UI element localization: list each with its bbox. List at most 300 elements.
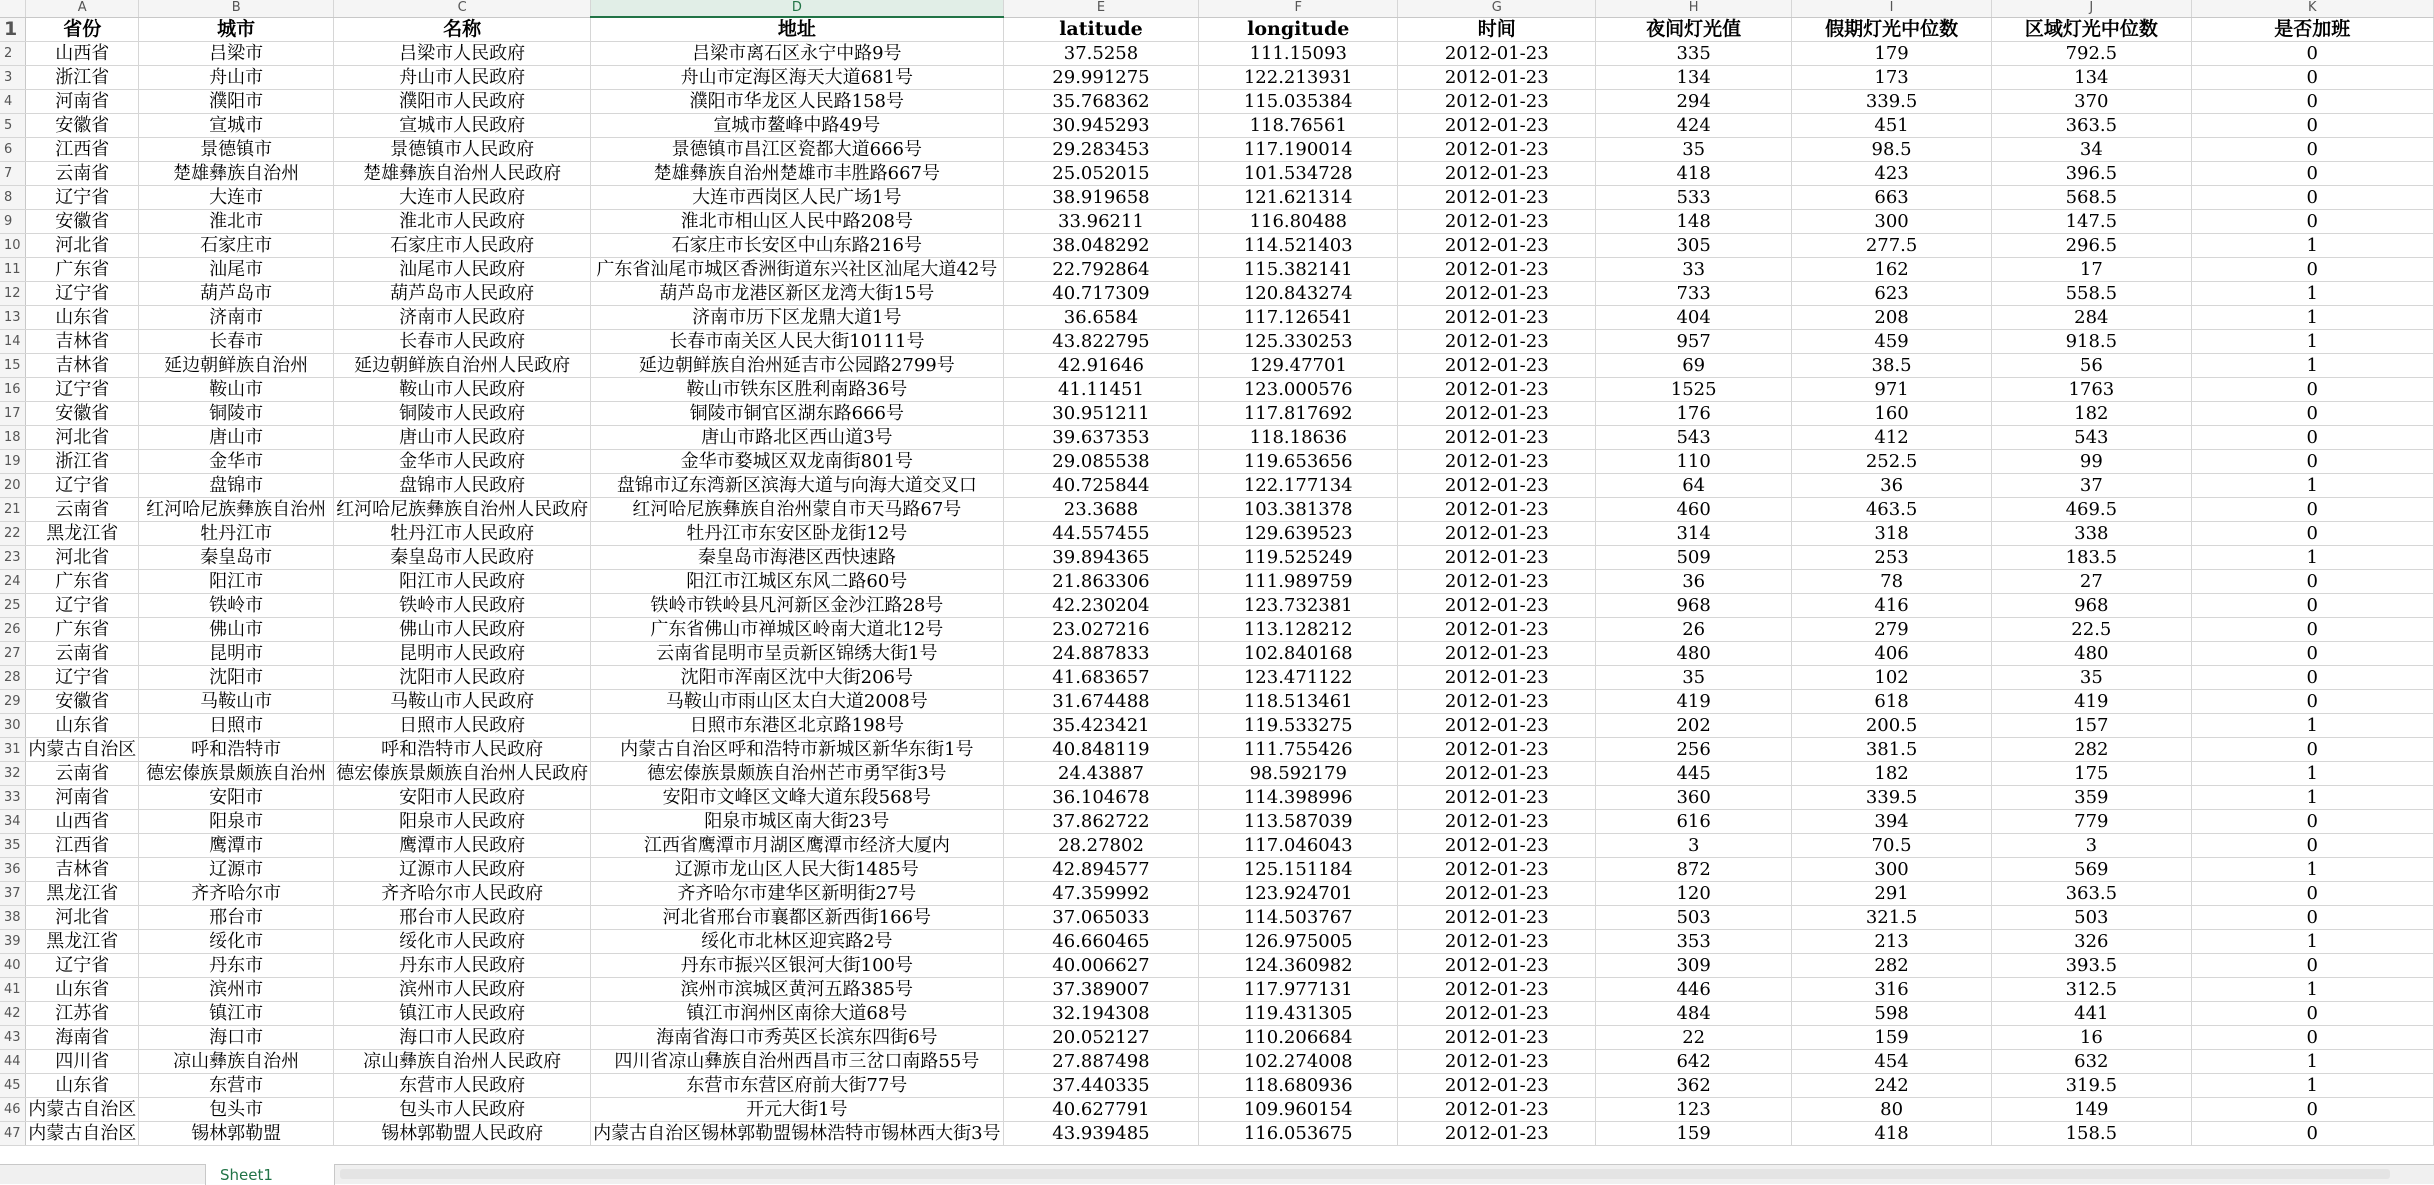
table-cell[interactable]: 120 [1596,882,1792,906]
table-cell[interactable]: 44.557455 [1003,522,1199,546]
row-number[interactable]: 11 [0,258,26,282]
table-cell[interactable]: 119.525249 [1199,546,1398,570]
table-cell[interactable]: 0 [2191,498,2434,522]
table-cell[interactable]: 2012-01-23 [1398,90,1596,114]
row-number[interactable]: 3 [0,66,26,90]
table-cell[interactable]: 楚雄彝族自治州楚雄市丰胜路667号 [591,162,1003,186]
table-cell[interactable]: 312.5 [1992,978,2191,1002]
table-cell[interactable]: 2012-01-23 [1398,66,1596,90]
horizontal-scrollbar[interactable] [340,1169,2390,1179]
table-cell[interactable]: 314 [1596,522,1792,546]
table-cell[interactable]: 丹东市 [139,954,334,978]
table-cell[interactable]: 0 [2191,954,2434,978]
table-cell[interactable]: 454 [1791,1050,1991,1074]
row-number[interactable]: 43 [0,1026,26,1050]
table-cell[interactable]: 0 [2191,1098,2434,1122]
table-cell[interactable]: 邢台市 [139,906,334,930]
table-cell[interactable]: 663 [1791,186,1991,210]
table-cell[interactable]: 31.674488 [1003,690,1199,714]
table-cell[interactable]: 37.862722 [1003,810,1199,834]
row-number[interactable]: 39 [0,930,26,954]
table-cell[interactable]: 968 [1992,594,2191,618]
table-cell[interactable]: 吕梁市离石区永宁中路9号 [591,42,1003,66]
table-cell[interactable]: 37 [1992,474,2191,498]
table-cell[interactable]: 321.5 [1791,906,1991,930]
table-cell[interactable]: 418 [1791,1122,1991,1146]
table-cell[interactable]: 533 [1596,186,1792,210]
row-number[interactable]: 16 [0,378,26,402]
table-cell[interactable]: 景德镇市人民政府 [334,138,591,162]
table-cell[interactable]: 279 [1791,618,1991,642]
table-cell[interactable]: 辽宁省 [26,378,139,402]
table-cell[interactable]: 123.732381 [1199,594,1398,618]
row-number[interactable]: 13 [0,306,26,330]
column-header-c[interactable]: C [334,0,591,17]
table-cell[interactable]: 252.5 [1791,450,1991,474]
table-cell[interactable]: 1 [2191,714,2434,738]
table-cell[interactable]: 0 [2191,402,2434,426]
row-number[interactable]: 47 [0,1122,26,1146]
table-cell[interactable]: 楚雄彝族自治州人民政府 [334,162,591,186]
table-cell[interactable]: 2012-01-23 [1398,474,1596,498]
row-number[interactable]: 5 [0,114,26,138]
table-cell[interactable]: 大连市西岗区人民广场1号 [591,186,1003,210]
table-cell[interactable]: 114.398996 [1199,786,1398,810]
table-cell[interactable]: 569 [1992,858,2191,882]
table-cell[interactable]: 安阳市文峰区文峰大道东段568号 [591,786,1003,810]
table-cell[interactable]: 42.230204 [1003,594,1199,618]
table-cell[interactable]: 齐齐哈尔市 [139,882,334,906]
table-cell[interactable]: 503 [1596,906,1792,930]
table-cell[interactable]: 119.533275 [1199,714,1398,738]
table-cell[interactable]: 37.065033 [1003,906,1199,930]
table-cell[interactable]: 山东省 [26,1074,139,1098]
table-cell[interactable]: 济南市 [139,306,334,330]
table-cell[interactable]: 305 [1596,234,1792,258]
table-cell[interactable]: 2012-01-23 [1398,210,1596,234]
table-cell[interactable]: 558.5 [1992,282,2191,306]
table-cell[interactable]: 35 [1596,666,1792,690]
table-cell[interactable]: 509 [1596,546,1792,570]
table-cell[interactable]: 623 [1791,282,1991,306]
table-cell[interactable]: 129.47701 [1199,354,1398,378]
table-cell[interactable]: 117.046043 [1199,834,1398,858]
table-cell[interactable]: 24.43887 [1003,762,1199,786]
table-cell[interactable]: 吉林省 [26,354,139,378]
table-cell[interactable]: 362 [1596,1074,1792,1098]
table-cell[interactable]: 安徽省 [26,210,139,234]
table-cell[interactable]: 海口市 [139,1026,334,1050]
table-cell[interactable]: 1 [2191,474,2434,498]
table-cell[interactable]: 296.5 [1992,234,2191,258]
table-cell[interactable]: 包头市人民政府 [334,1098,591,1122]
table-cell[interactable]: 安阳市人民政府 [334,786,591,810]
table-cell[interactable]: 277.5 [1791,234,1991,258]
table-cell[interactable]: 253 [1791,546,1991,570]
table-cell[interactable]: 楚雄彝族自治州 [139,162,334,186]
table-cell[interactable]: 阳泉市城区南大街23号 [591,810,1003,834]
table-cell[interactable]: 鹰潭市 [139,834,334,858]
table-cell[interactable]: 马鞍山市雨山区太白大道2008号 [591,690,1003,714]
header-cell[interactable]: latitude [1003,17,1199,42]
table-cell[interactable]: 2012-01-23 [1398,570,1596,594]
table-cell[interactable]: 480 [1992,642,2191,666]
table-cell[interactable]: 21.863306 [1003,570,1199,594]
table-cell[interactable]: 957 [1596,330,1792,354]
table-cell[interactable]: 2012-01-23 [1398,1098,1596,1122]
table-cell[interactable]: 0 [2191,1122,2434,1146]
table-cell[interactable]: 24.887833 [1003,642,1199,666]
table-cell[interactable]: 202 [1596,714,1792,738]
table-cell[interactable]: 339.5 [1791,90,1991,114]
table-cell[interactable]: 延边朝鲜族自治州延吉市公园路2799号 [591,354,1003,378]
table-cell[interactable]: 118.513461 [1199,690,1398,714]
table-cell[interactable]: 792.5 [1992,42,2191,66]
table-cell[interactable]: 0 [2191,378,2434,402]
table-cell[interactable]: 353 [1596,930,1792,954]
table-cell[interactable]: 0 [2191,666,2434,690]
table-cell[interactable]: 36 [1791,474,1991,498]
table-cell[interactable]: 642 [1596,1050,1792,1074]
table-cell[interactable]: 29.085538 [1003,450,1199,474]
table-cell[interactable]: 123.924701 [1199,882,1398,906]
table-cell[interactable]: 309 [1596,954,1792,978]
table-cell[interactable]: 37.389007 [1003,978,1199,1002]
sheet-tab-sheet1[interactable]: Sheet1 [205,1164,335,1185]
table-cell[interactable]: 2012-01-23 [1398,930,1596,954]
table-cell[interactable]: 1 [2191,546,2434,570]
table-cell[interactable]: 123 [1596,1098,1792,1122]
table-cell[interactable]: 213 [1791,930,1991,954]
table-cell[interactable]: 0 [2191,570,2434,594]
table-cell[interactable]: 102 [1791,666,1991,690]
table-cell[interactable]: 大连市 [139,186,334,210]
table-cell[interactable]: 秦皇岛市 [139,546,334,570]
table-cell[interactable]: 唐山市 [139,426,334,450]
table-cell[interactable]: 2012-01-23 [1398,882,1596,906]
table-cell[interactable]: 2012-01-23 [1398,762,1596,786]
table-cell[interactable]: 418 [1596,162,1792,186]
table-cell[interactable]: 绥化市北林区迎宾路2号 [591,930,1003,954]
table-cell[interactable]: 22.5 [1992,618,2191,642]
table-cell[interactable]: 葫芦岛市人民政府 [334,282,591,306]
table-cell[interactable]: 98.5 [1791,138,1991,162]
table-cell[interactable]: 158.5 [1992,1122,2191,1146]
table-cell[interactable]: 1 [2191,978,2434,1002]
table-cell[interactable]: 淮北市相山区人民中路208号 [591,210,1003,234]
table-cell[interactable]: 503 [1992,906,2191,930]
column-header-b[interactable]: B [139,0,334,17]
table-cell[interactable]: 辽宁省 [26,954,139,978]
table-cell[interactable]: 779 [1992,810,2191,834]
table-cell[interactable]: 内蒙古自治区锡林郭勒盟锡林浩特市锡林西大街3号 [591,1122,1003,1146]
table-cell[interactable]: 43.939485 [1003,1122,1199,1146]
table-cell[interactable]: 海南省 [26,1026,139,1050]
table-cell[interactable]: 江苏省 [26,1002,139,1026]
table-cell[interactable]: 河北省 [26,426,139,450]
table-cell[interactable]: 盘锦市 [139,474,334,498]
table-cell[interactable]: 2012-01-23 [1398,426,1596,450]
table-cell[interactable]: 446 [1596,978,1792,1002]
table-cell[interactable]: 黑龙江省 [26,930,139,954]
table-cell[interactable]: 内蒙古自治区 [26,738,139,762]
table-cell[interactable]: 河北省邢台市襄都区新西街166号 [591,906,1003,930]
header-cell[interactable]: 省份 [26,17,139,42]
table-cell[interactable]: 金华市 [139,450,334,474]
table-cell[interactable]: 406 [1791,642,1991,666]
table-cell[interactable]: 27 [1992,570,2191,594]
table-cell[interactable]: 598 [1791,1002,1991,1026]
table-cell[interactable]: 37.5258 [1003,42,1199,66]
table-cell[interactable]: 齐齐哈尔市建华区新明街27号 [591,882,1003,906]
column-header-k[interactable]: K [2191,0,2434,17]
table-cell[interactable]: 大连市人民政府 [334,186,591,210]
table-cell[interactable]: 117.126541 [1199,306,1398,330]
table-cell[interactable]: 121.621314 [1199,186,1398,210]
row-number[interactable]: 25 [0,594,26,618]
table-cell[interactable]: 294 [1596,90,1792,114]
row-number[interactable]: 10 [0,234,26,258]
table-cell[interactable]: 0 [2191,66,2434,90]
table-cell[interactable]: 147.5 [1992,210,2191,234]
table-cell[interactable]: 云南省 [26,762,139,786]
row-number[interactable]: 40 [0,954,26,978]
table-cell[interactable]: 319.5 [1992,1074,2191,1098]
table-cell[interactable]: 2012-01-23 [1398,906,1596,930]
table-cell[interactable]: 35.768362 [1003,90,1199,114]
table-cell[interactable]: 918.5 [1992,330,2191,354]
table-cell[interactable]: 江西省 [26,138,139,162]
table-cell[interactable]: 118.680936 [1199,1074,1398,1098]
table-cell[interactable]: 40.717309 [1003,282,1199,306]
table-cell[interactable]: 460 [1596,498,1792,522]
table-cell[interactable]: 2012-01-23 [1398,1074,1596,1098]
table-cell[interactable]: 335 [1596,42,1792,66]
table-cell[interactable]: 盘锦市辽东湾新区滨海大道与向海大道交叉口 [591,474,1003,498]
table-cell[interactable]: 117.190014 [1199,138,1398,162]
table-cell[interactable]: 红河哈尼族彝族自治州蒙自市天马路67号 [591,498,1003,522]
table-cell[interactable]: 2012-01-23 [1398,786,1596,810]
table-cell[interactable]: 2012-01-23 [1398,234,1596,258]
row-number[interactable]: 44 [0,1050,26,1074]
table-cell[interactable]: 0 [2191,522,2434,546]
table-cell[interactable]: 镇江市润州区南徐大道68号 [591,1002,1003,1026]
table-cell[interactable]: 安徽省 [26,114,139,138]
table-cell[interactable]: 景德镇市 [139,138,334,162]
table-cell[interactable]: 镇江市 [139,1002,334,1026]
table-cell[interactable]: 120.843274 [1199,282,1398,306]
table-cell[interactable]: 36.104678 [1003,786,1199,810]
table-cell[interactable]: 2012-01-23 [1398,1026,1596,1050]
header-cell[interactable]: longitude [1199,17,1398,42]
table-cell[interactable]: 102.840168 [1199,642,1398,666]
table-cell[interactable]: 舟山市 [139,66,334,90]
table-cell[interactable]: 绥化市人民政府 [334,930,591,954]
table-cell[interactable]: 2012-01-23 [1398,114,1596,138]
table-cell[interactable]: 115.382141 [1199,258,1398,282]
table-cell[interactable]: 秦皇岛市人民政府 [334,546,591,570]
table-cell[interactable]: 381.5 [1791,738,1991,762]
table-cell[interactable]: 山东省 [26,714,139,738]
table-cell[interactable]: 葫芦岛市 [139,282,334,306]
table-cell[interactable]: 辽源市 [139,858,334,882]
table-cell[interactable]: 2012-01-23 [1398,1050,1596,1074]
table-cell[interactable]: 德宏傣族景颇族自治州人民政府 [334,762,591,786]
table-cell[interactable]: 29.991275 [1003,66,1199,90]
table-cell[interactable]: 33.96211 [1003,210,1199,234]
table-cell[interactable]: 445 [1596,762,1792,786]
table-cell[interactable]: 长春市 [139,330,334,354]
table-cell[interactable]: 0 [2191,642,2434,666]
table-cell[interactable]: 广东省 [26,570,139,594]
table-cell[interactable]: 182 [1992,402,2191,426]
table-cell[interactable]: 256 [1596,738,1792,762]
table-cell[interactable]: 吉林省 [26,330,139,354]
table-cell[interactable]: 28.27802 [1003,834,1199,858]
table-cell[interactable]: 183.5 [1992,546,2191,570]
table-cell[interactable]: 四川省凉山彝族自治州西昌市三岔口南路55号 [591,1050,1003,1074]
table-cell[interactable]: 98.592179 [1199,762,1398,786]
table-cell[interactable]: 0 [2191,882,2434,906]
row-number[interactable]: 27 [0,642,26,666]
row-number[interactable]: 45 [0,1074,26,1098]
table-cell[interactable]: 2012-01-23 [1398,666,1596,690]
table-cell[interactable]: 284 [1992,306,2191,330]
table-cell[interactable]: 铜陵市 [139,402,334,426]
table-cell[interactable]: 山东省 [26,306,139,330]
table-cell[interactable]: 40.627791 [1003,1098,1199,1122]
table-cell[interactable]: 149 [1992,1098,2191,1122]
table-cell[interactable]: 39.637353 [1003,426,1199,450]
table-cell[interactable]: 32.194308 [1003,1002,1199,1026]
table-cell[interactable]: 40.725844 [1003,474,1199,498]
table-cell[interactable]: 德宏傣族景颇族自治州芒市勇罕街3号 [591,762,1003,786]
row-number[interactable]: 1 [0,17,26,42]
table-cell[interactable]: 鞍山市人民政府 [334,378,591,402]
table-cell[interactable]: 辽宁省 [26,186,139,210]
table-cell[interactable]: 安阳市 [139,786,334,810]
table-cell[interactable]: 99 [1992,450,2191,474]
row-number[interactable]: 41 [0,978,26,1002]
table-cell[interactable]: 27.887498 [1003,1050,1199,1074]
row-number[interactable]: 29 [0,690,26,714]
column-header-h[interactable]: H [1596,0,1792,17]
table-cell[interactable]: 124.360982 [1199,954,1398,978]
table-cell[interactable]: 山东省 [26,978,139,1002]
table-cell[interactable]: 424 [1596,114,1792,138]
column-header-g[interactable]: G [1398,0,1596,17]
table-cell[interactable]: 122.177134 [1199,474,1398,498]
table-cell[interactable]: 东营市人民政府 [334,1074,591,1098]
table-cell[interactable]: 云南省 [26,498,139,522]
table-cell[interactable]: 淮北市 [139,210,334,234]
row-number[interactable]: 30 [0,714,26,738]
table-cell[interactable]: 2012-01-23 [1398,546,1596,570]
table-cell[interactable]: 968 [1596,594,1792,618]
table-cell[interactable]: 长春市南关区人民大街10111号 [591,330,1003,354]
table-cell[interactable]: 338 [1992,522,2191,546]
table-cell[interactable]: 延边朝鲜族自治州 [139,354,334,378]
table-cell[interactable]: 红河哈尼族彝族自治州 [139,498,334,522]
table-cell[interactable]: 包头市 [139,1098,334,1122]
table-cell[interactable]: 423 [1791,162,1991,186]
table-cell[interactable]: 118.18636 [1199,426,1398,450]
column-header-d[interactable]: D [591,0,1003,17]
table-cell[interactable]: 凉山彝族自治州 [139,1050,334,1074]
table-cell[interactable]: 滨州市滨城区黄河五路385号 [591,978,1003,1002]
table-cell[interactable]: 35 [1992,666,2191,690]
table-cell[interactable]: 0 [2191,426,2434,450]
table-cell[interactable]: 300 [1791,210,1991,234]
table-cell[interactable]: 23.027216 [1003,618,1199,642]
table-cell[interactable]: 2012-01-23 [1398,618,1596,642]
table-cell[interactable]: 四川省 [26,1050,139,1074]
column-header-e[interactable]: E [1003,0,1199,17]
table-cell[interactable]: 河南省 [26,786,139,810]
table-cell[interactable]: 昆明市人民政府 [334,642,591,666]
table-cell[interactable]: 2012-01-23 [1398,378,1596,402]
table-cell[interactable]: 451 [1791,114,1991,138]
table-cell[interactable]: 363.5 [1992,114,2191,138]
table-cell[interactable]: 38.048292 [1003,234,1199,258]
table-cell[interactable]: 2012-01-23 [1398,714,1596,738]
table-cell[interactable]: 37.440335 [1003,1074,1199,1098]
table-cell[interactable]: 42.894577 [1003,858,1199,882]
table-cell[interactable]: 160 [1791,402,1991,426]
table-cell[interactable]: 25.052015 [1003,162,1199,186]
table-cell[interactable]: 125.330253 [1199,330,1398,354]
table-cell[interactable]: 148 [1596,210,1792,234]
table-cell[interactable]: 铜陵市人民政府 [334,402,591,426]
table-cell[interactable]: 2012-01-23 [1398,738,1596,762]
row-number[interactable]: 18 [0,426,26,450]
table-cell[interactable]: 广东省汕尾市城区香洲街道东兴社区汕尾大道42号 [591,258,1003,282]
table-cell[interactable]: 凉山彝族自治州人民政府 [334,1050,591,1074]
table-cell[interactable]: 35 [1596,138,1792,162]
table-cell[interactable]: 安徽省 [26,690,139,714]
row-number[interactable]: 12 [0,282,26,306]
table-cell[interactable]: 316 [1791,978,1991,1002]
table-cell[interactable]: 117.977131 [1199,978,1398,1002]
table-cell[interactable]: 海南省海口市秀英区长滨东四街6号 [591,1026,1003,1050]
table-cell[interactable]: 2012-01-23 [1398,834,1596,858]
table-cell[interactable]: 2012-01-23 [1398,690,1596,714]
table-cell[interactable]: 云南省 [26,642,139,666]
table-cell[interactable]: 69 [1596,354,1792,378]
table-cell[interactable]: 176 [1596,402,1792,426]
table-cell[interactable]: 石家庄市人民政府 [334,234,591,258]
table-cell[interactable]: 江西省 [26,834,139,858]
table-cell[interactable]: 543 [1992,426,2191,450]
header-cell[interactable]: 区域灯光中位数 [1992,17,2191,42]
table-cell[interactable]: 0 [2191,1002,2434,1026]
table-cell[interactable]: 412 [1791,426,1991,450]
table-cell[interactable]: 129.639523 [1199,522,1398,546]
row-number[interactable]: 19 [0,450,26,474]
table-cell[interactable]: 182 [1791,762,1991,786]
table-cell[interactable]: 36.6584 [1003,306,1199,330]
table-cell[interactable]: 济南市人民政府 [334,306,591,330]
row-number[interactable]: 7 [0,162,26,186]
table-cell[interactable]: 208 [1791,306,1991,330]
table-cell[interactable]: 黑龙江省 [26,882,139,906]
row-number[interactable]: 38 [0,906,26,930]
table-cell[interactable]: 2012-01-23 [1398,42,1596,66]
table-cell[interactable]: 2012-01-23 [1398,138,1596,162]
column-header-f[interactable]: F [1199,0,1398,17]
table-cell[interactable]: 282 [1992,738,2191,762]
table-cell[interactable]: 110.206684 [1199,1026,1398,1050]
